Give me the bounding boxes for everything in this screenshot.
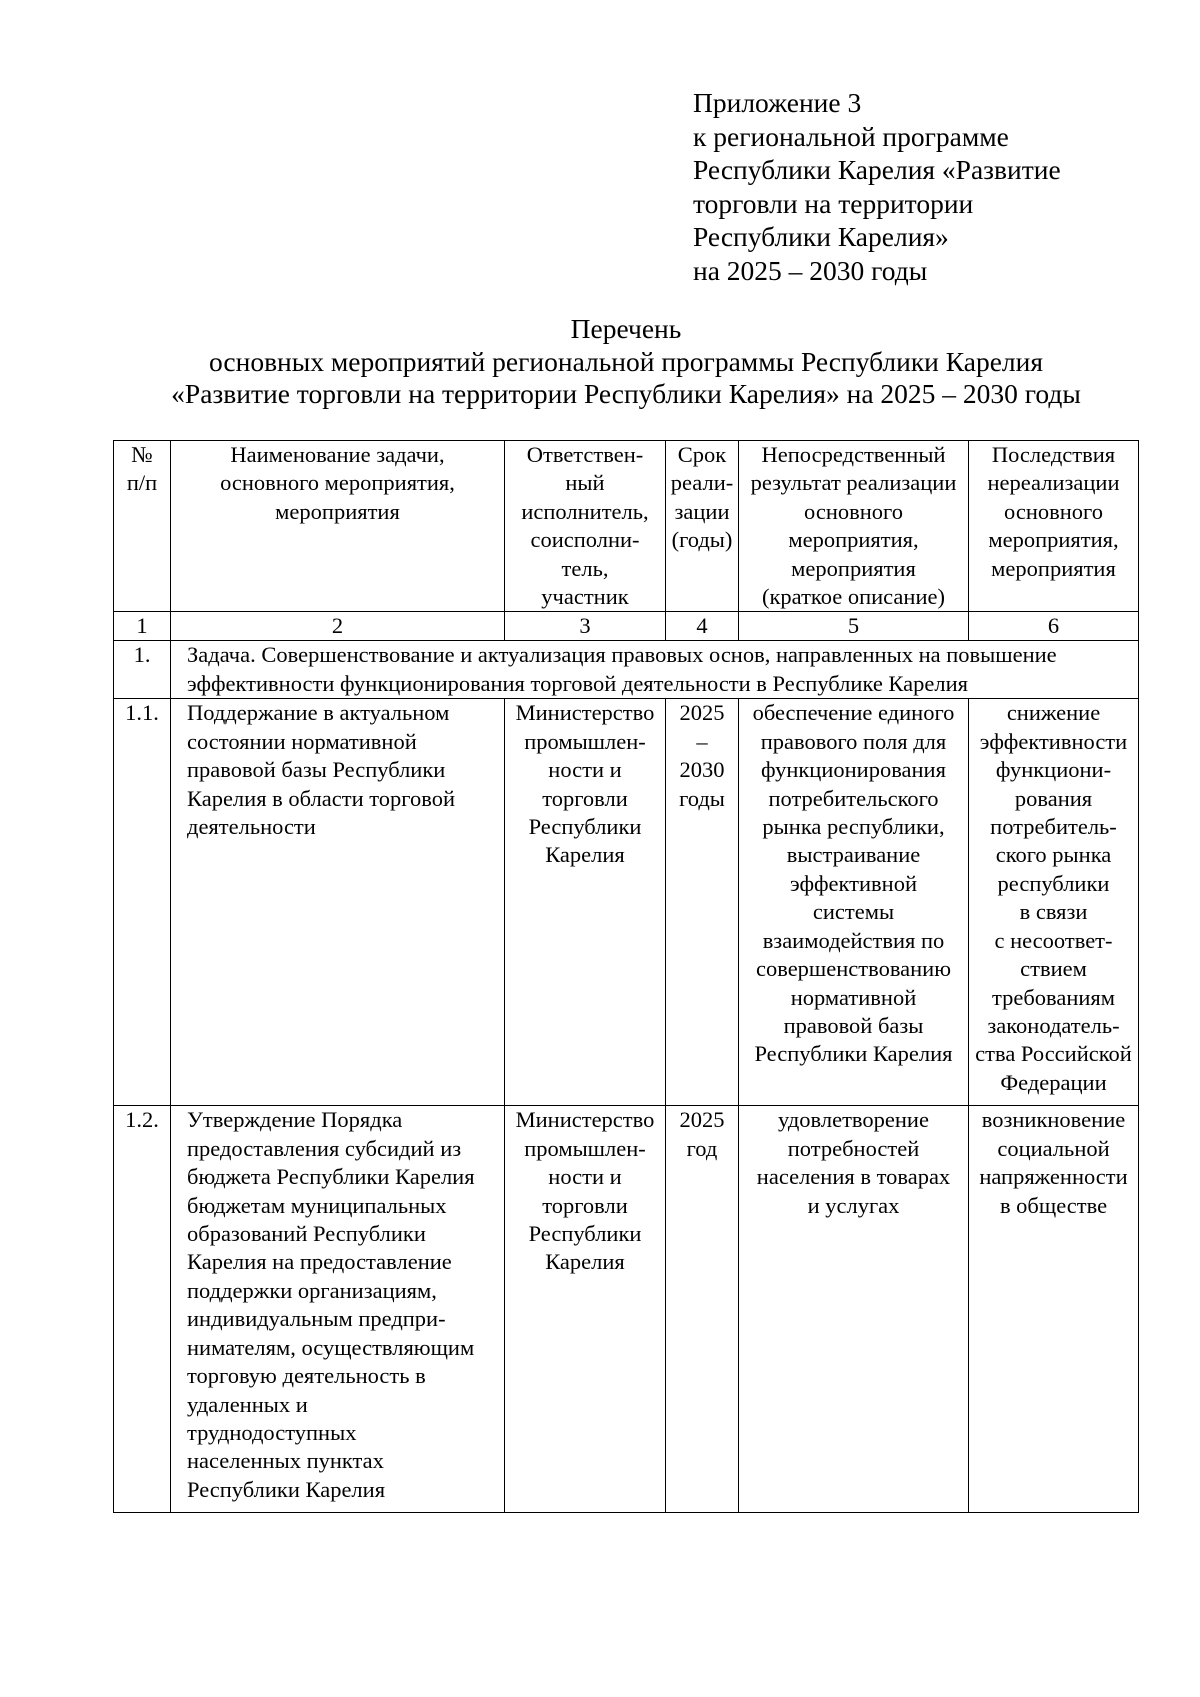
annex-line: Республики Карелия «Развитие: [693, 154, 1061, 185]
title-line: Перечень: [570, 313, 682, 344]
header-cell-number: № п/п: [114, 441, 171, 612]
annex-header: [693, 86, 1153, 287]
measures-table: [113, 440, 1139, 1513]
column-number: 6: [969, 612, 1139, 641]
document-title: [115, 313, 1137, 411]
column-number: 5: [739, 612, 969, 641]
annex-line: на 2025 – 2030 годы: [693, 254, 928, 286]
task-number: 1.: [114, 641, 171, 699]
table-row: [114, 1106, 1139, 1513]
row-number: 1.1.: [114, 699, 171, 1106]
header-cell-result: Непосредственный результат реализации основного мероприятия, мероприятия (краткое описание): [739, 441, 969, 612]
row-name: Поддержание в актуальном состоянии нормативной правовой базы Республики Карелия в области торговой деятельности: [171, 699, 505, 1106]
row-result: удовлетворение потребностей населения в товарах и услугах: [739, 1106, 969, 1513]
annex-line: к региональной программе: [693, 120, 1009, 152]
row-result: обеспечение единого правового поля для функционирования потребительского рынка республики, выстраивание эффективной системы взаимодействия по совершенствованию нормативной правовой базы Республики Карелия: [739, 699, 969, 1106]
header-cell-executor: Ответствен- ный исполнитель, соисполни- тель, участник: [505, 441, 666, 612]
row-term: 2025 – 2030 годы: [666, 699, 739, 1106]
row-executor: Министерство промышлен- ности и торговли Республики Карелия: [505, 1106, 666, 1513]
annex-line: Республики Карелия»: [693, 221, 949, 252]
row-name: Утверждение Порядка предоставления субсидий из бюджета Республики Карелия бюджетам муниципальных образований Республики Карелия на предоставление поддержки организациям, индивидуальным предпри- нимателям, осуществляющим торговую деятельность в удаленных и труднодоступных населенных пунктах Республики Карелия: [171, 1106, 505, 1513]
column-number-row: [114, 612, 1139, 641]
header-row: [114, 441, 1139, 612]
column-number: 1: [114, 612, 171, 641]
row-consequences: снижение эффективности функциони- рования потребитель- ского рынка республики в связи с несоответ- ствием требованиям законодатель- ства Российской Федерации: [969, 699, 1139, 1106]
header-cell-consequences: Последствия нереализации основного мероприятия, мероприятия: [969, 441, 1139, 612]
task-row: [114, 641, 1139, 699]
header-cell-term: Срок реали- зации (годы): [666, 441, 739, 612]
annex-line: Приложение 3: [693, 87, 862, 118]
column-number: 3: [505, 612, 666, 641]
row-term: 2025 год: [666, 1106, 739, 1513]
row-number: 1.2.: [114, 1106, 171, 1513]
column-number: 4: [666, 612, 739, 641]
title-line: основных мероприятий региональной программы Республики Карелия: [208, 345, 1044, 377]
row-executor: Министерство промышлен- ности и торговли Республики Карелия: [505, 699, 666, 1106]
title-line: «Развитие торговли на территории Республики Карелия» на 2025 – 2030 годы: [171, 378, 1081, 409]
task-text: Задача. Совершенствование и актуализация правовых основ, направленных на повышение эффективности функционирования торговой деятельности в Республике Карелия: [171, 641, 1139, 699]
header-cell-name: Наименование задачи, основного мероприятия, мероприятия: [171, 441, 505, 612]
row-consequences: возникновение социальной напряженности в обществе: [969, 1106, 1139, 1513]
annex-line: торговли на территории: [693, 187, 974, 219]
column-number: 2: [171, 612, 505, 641]
table-row: [114, 699, 1139, 1106]
